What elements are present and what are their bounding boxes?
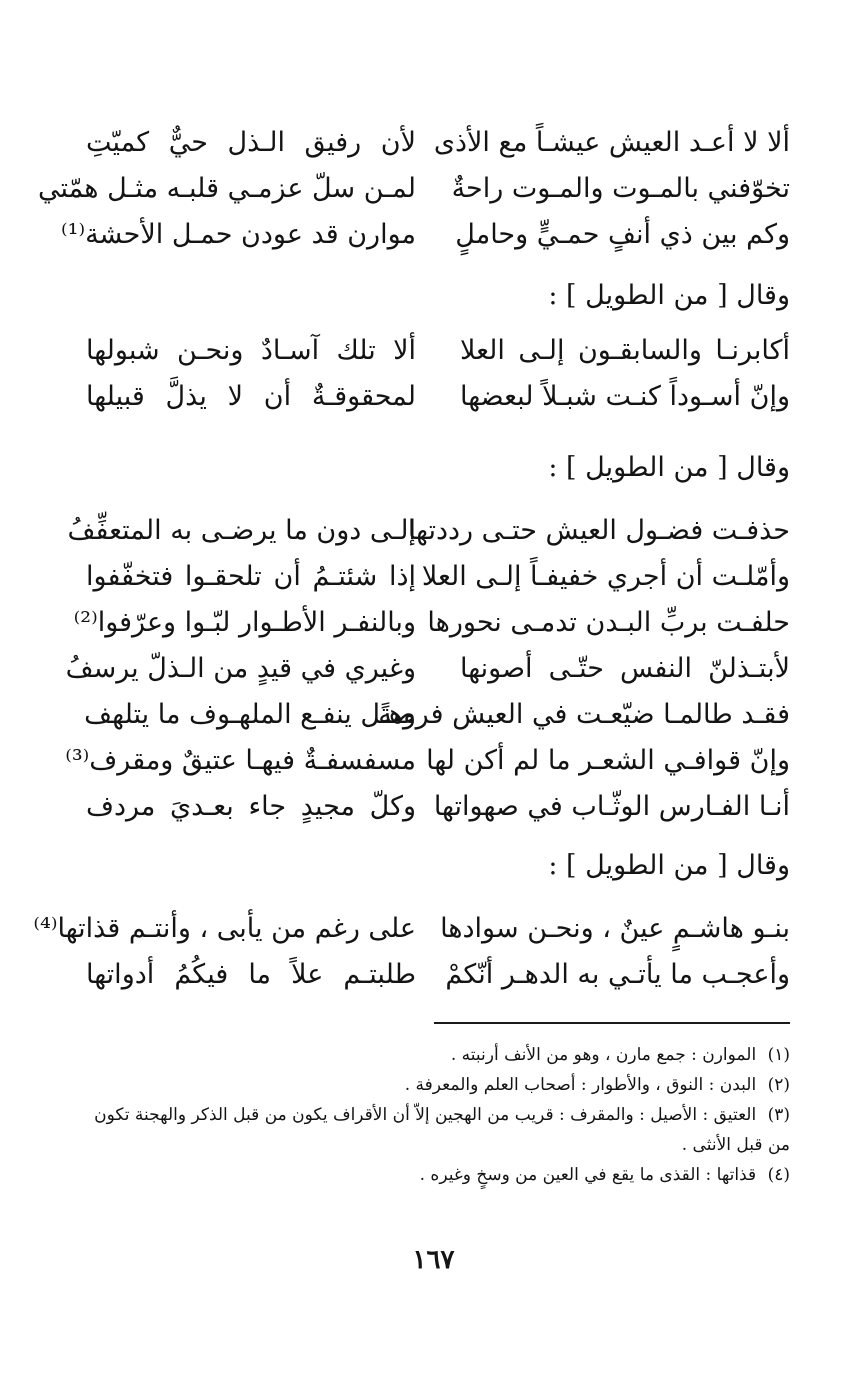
verse-second-hemistich: وكلّ مجيدٍ جاء بعـديَ مردف (86, 791, 416, 822)
footnote-number: (٢) (767, 1075, 790, 1095)
verse-first-hemistich: أكابرنـا والسابقـون إلـى العلا (460, 335, 790, 366)
footnote-text: الموارن : جمع مارن ، وهو من الأنف أرنبته . (450, 1045, 757, 1065)
poem-block-2 (86, 328, 790, 420)
verse-row (37, 166, 790, 212)
footnote-text: البدن : النوق ، والأطوار : أصحاب العلم والمعرفة . (404, 1075, 757, 1095)
poem-intro: وقال [ من الطويل ] : (548, 280, 790, 311)
footnote-divider (434, 1022, 790, 1024)
verse-first-hemistich: ألا لا أعـد العيش عيشـاً مع الأذى (433, 127, 790, 158)
verse-first-hemistich: وأمّلـت أن أجري خفيفـاً إلـى العلا (421, 561, 790, 592)
verse-first-hemistich: وأعجـب ما يأتـي به الدهـر أنّكمْ (445, 959, 790, 990)
footnotes (90, 1040, 790, 1190)
verse-row (67, 508, 790, 554)
verse-first-hemistich: أنـا الفـارس الوثّـاب في صهواتها (433, 791, 790, 822)
verse-first-hemistich: لأبتـذلنّ النفس حتّـى أصونها (460, 653, 790, 684)
verse-row (65, 738, 790, 784)
verse-row (60, 212, 790, 258)
verse-second-hemistich: طلبتـم علاً ما فيكُمُ أدواتها (86, 959, 416, 990)
verse-row (86, 120, 790, 166)
verse-second-hemistich: وهـل ينفـع الملهـوف ما يتلهف (84, 699, 416, 730)
verse-second-hemistich: مسفسفـةٌ فيهـا عتيقٌ ومقرف⁽³⁾ (65, 745, 416, 776)
verse-row (86, 952, 790, 998)
verse-first-hemistich: وإنّ قوافـي الشعـر ما لم أكن لها (426, 745, 790, 776)
verse-row (86, 374, 790, 420)
verse-second-hemistich: لمـن سلّ عزمـي قلبـه مثـل همّتي (37, 173, 416, 204)
verse-second-hemistich: وغيري في قيدٍ من الـذلّ يرسفُ (65, 653, 416, 684)
verse-first-hemistich: فقـد طالمـا ضيّعـت في العيش فرصةً (378, 699, 790, 730)
verse-row (65, 646, 790, 692)
verse-row (86, 692, 790, 738)
verse-first-hemistich: حلفـت بربِّ البـدن تدمـى نحورها (427, 607, 790, 638)
footnote-text: قذاتها : القذى ما يقع في العين من وسخٍ وغيره . (419, 1165, 757, 1185)
verse-row (86, 554, 790, 600)
poem-block-4 (33, 906, 790, 998)
verse-second-hemistich: إلـى دون ما يرضـى به المتعفِّفُ (67, 515, 416, 546)
footnote-number: (٣) (767, 1105, 790, 1125)
verse-first-hemistich: وكم بين ذي أنفٍ حمـيٍّ وحاملٍ (455, 219, 790, 250)
poem-intro: وقال [ من الطويل ] : (548, 850, 790, 881)
verse-row (86, 784, 790, 830)
verse-second-hemistich: لمحقوقـةٌ أن لا يذلَّ قبيلها (86, 381, 416, 412)
verse-first-hemistich: تخوّفني بالمـوت والمـوت راحةٌ (451, 173, 790, 204)
footnote (90, 1040, 790, 1070)
poem-block-3 (65, 508, 790, 830)
verse-first-hemistich: وإنّ أسـوداً كنـت شبـلاً لبعضها (460, 381, 790, 412)
footnote (90, 1100, 790, 1160)
verse-first-hemistich: حذفـت فضـول العيش حتـى رددتها (407, 515, 790, 546)
footnote-number: (١) (767, 1045, 790, 1065)
verse-second-hemistich: ألا تلك آسـادٌ ونحـن شبولها (86, 335, 416, 366)
footnote-text: العتيق : الأصيل : والمقرف : قريب من الهجين إلاّ أن الأقراف يكون من قبل الذكر والهجنة تكون من قبل الأنثى . (94, 1105, 790, 1155)
verse-second-hemistich: موارن قد عودن حمـل الأحشة⁽¹⁾ (60, 219, 416, 250)
verse-second-hemistich: على رغم من يأبى ، وأنتـم قذاتها⁽⁴⁾ (33, 913, 416, 944)
verse-first-hemistich: بنـو هاشـمٍ عينٌ ، ونحـن سوادها (440, 913, 790, 944)
verse-second-hemistich: لأن رفيق الـذل حيٌّ كميّتِ (86, 127, 416, 158)
page-number: ١٦٧ (412, 1245, 455, 1275)
poem-intro: وقال [ من الطويل ] : (548, 452, 790, 483)
verse-row (73, 600, 790, 646)
verse-second-hemistich: وبالنفـر الأطـوار لبّـوا وعرّفوا⁽²⁾ (73, 607, 416, 638)
verse-row (33, 906, 790, 952)
poem-block-1 (37, 120, 790, 258)
footnote (90, 1070, 790, 1100)
verse-second-hemistich: إذا شئتـمُ أن تلحقـوا فتخفّفوا (86, 561, 416, 592)
footnote-number: (٤) (767, 1165, 790, 1185)
verse-row (86, 328, 790, 374)
footnote (90, 1160, 790, 1190)
